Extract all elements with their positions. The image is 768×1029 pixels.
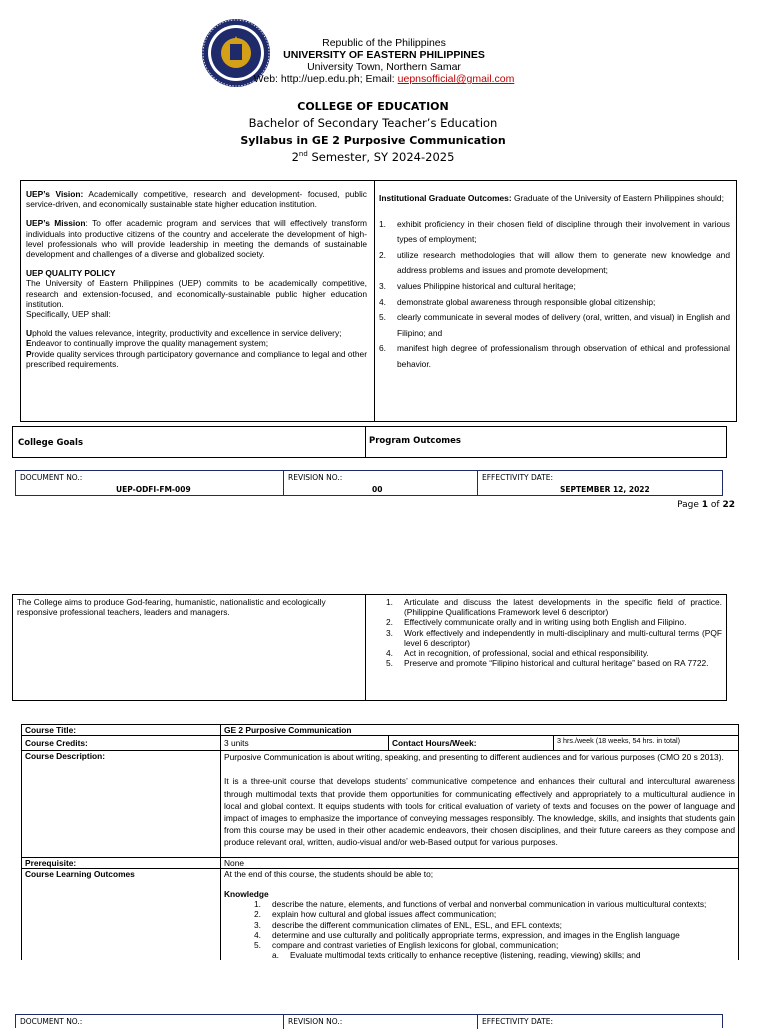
page-number	[677, 500, 735, 510]
table-row	[22, 736, 739, 751]
igo-item	[379, 310, 730, 341]
mission-text: : To offer academic program and services that will effectively transform individuals into productive citizens of the country and accelerate the development of high-level professionals who will provide leadership in meeting the demands of sustainable development and challenges of a diverse and globalized society.	[26, 218, 367, 260]
page-current: 1	[701, 500, 709, 510]
quality-item	[26, 349, 367, 369]
contact-hours-label: Contact Hours/Week:	[389, 736, 554, 751]
semester-rest: Semester, SY 2024-2025	[307, 150, 455, 164]
igo-item-text: demonstrate global awareness through responsible global citizenship;	[397, 296, 656, 307]
page-total: 22	[722, 500, 735, 510]
igo-item	[379, 217, 730, 248]
header-university: UNIVERSITY OF EASTERN PHILIPPINES	[283, 49, 485, 61]
quality-item-initial: E	[26, 338, 32, 349]
course-credits-label: Course Credits:	[22, 736, 221, 751]
doc-no-label: DOCUMENT NO.:	[20, 473, 83, 482]
quality-block	[26, 268, 367, 319]
igo-item-num: 4.	[379, 296, 386, 307]
prerequisite-label: Prerequisite:	[22, 857, 221, 868]
vision-label: UEP’s Vision:	[26, 189, 84, 199]
quality-text: The University of Eastern Philippines (UEP) commits to be academically competitive, research and extension-focused, and economically-sustainable public higher education institution.	[26, 278, 367, 309]
knowledge-item-text: explain how cultural and global issues affect communication;	[272, 909, 497, 920]
program-outcomes-list	[386, 597, 722, 668]
knowledge-label: Knowledge	[224, 889, 269, 900]
igo-list	[379, 217, 730, 373]
knowledge-item	[254, 909, 735, 919]
header-web	[0, 73, 768, 85]
table-row	[22, 751, 739, 857]
effectivity-value: SEPTEMBER 12, 2022	[560, 485, 650, 494]
quality-item-text: rovide quality services through participatory governance and compliance to legal and other prescribed requirements.	[26, 348, 367, 369]
knowledge-item	[254, 899, 735, 909]
program-outcome-item	[386, 617, 722, 627]
program-title: Bachelor of Secondary Teacher’s Education	[248, 116, 498, 130]
program-outcome-text: Preserve and promote “Filipino historical and cultural heritage” based on RA 7722.	[404, 658, 709, 669]
knowledge-item	[254, 940, 735, 950]
header-address: University Town, Northern Samar	[307, 61, 461, 73]
igo-text: Graduate of the University of Eastern Philippines should;	[511, 193, 724, 203]
effectivity-cell-2	[478, 1015, 722, 1029]
page-prefix: Page	[677, 500, 702, 510]
program-outcome-num: 3.	[386, 627, 393, 638]
quality-specifically: Specifically, UEP shall:	[26, 309, 111, 320]
clo-intro: At the end of this course, the students should be able to;	[224, 868, 434, 879]
igo-item	[379, 295, 730, 311]
igo-label: Institutional Graduate Outcomes:	[379, 193, 512, 203]
program-outcome-num: 1.	[386, 597, 393, 607]
contact-hours-value: 3 hrs./week (18 weeks, 54 hrs. in total)	[554, 736, 739, 751]
program-outcome-text: Articulate and discuss the latest developments in the specific field of practice. (Philippine Qualifications Framework level 6 descriptor)	[404, 597, 722, 618]
program-outcomes-label: Program Outcomes	[369, 436, 461, 446]
course-description-p2: It is a three-unit course that develops students’ communicative competence and enhances their cultural and intercultural awareness through multimodal texts that provide them opportunities for communicating effectively and appropriately to a multicultural audience in local and global context. It equips students with tools for critical evaluation of variety of texts and focuses on the power of language and impact of images to emphasize the importance of conveying messages responsibly. The knowledge, skills, and insights that students gain from this course may be used in their other academic endeavors, their chosen disciplines, and their future careers as they compose and produce relevant oral, written, audio-visual and/or web-Based output for various purposes.	[224, 776, 735, 848]
igo-item-text: exhibit proficiency in their chosen field of discipline through their involvement in various types of employment;	[397, 218, 730, 245]
program-outcome-item	[386, 628, 722, 648]
knowledge-sub-item-text: Evaluate multimodal texts critically to enhance receptive (listening, reading, viewing) skills; and	[290, 950, 641, 961]
knowledge-item-num: 4.	[254, 929, 261, 940]
table-row	[22, 725, 739, 736]
knowledge-sub-item	[224, 950, 735, 960]
course-description-p1: Purposive Communication is about writing, speaking, and presenting to different audiences and for various purposes (CMO 20 s 2013).	[224, 752, 724, 763]
course-credits-value: 3 units	[221, 736, 389, 751]
program-outcome-item	[386, 648, 722, 658]
program-outcome-num: 5.	[386, 658, 393, 669]
effectivity-cell	[478, 471, 722, 495]
igo-cell	[374, 180, 737, 422]
igo-item-num: 1.	[379, 218, 386, 229]
igo-item	[379, 341, 730, 372]
header-web-prefix: Web: http://uep.edu.ph; Email:	[253, 73, 398, 85]
knowledge-item-num: 1.	[254, 899, 261, 910]
document-control-bar	[15, 470, 723, 496]
quality-item-initial: P	[26, 348, 32, 359]
mission-label: UEP’s Mission	[26, 218, 86, 229]
document-control-bar-2	[15, 1014, 723, 1028]
clo-label: Course Learning Outcomes	[22, 868, 221, 960]
vision-text: Academically competitive, research and development- focused, public service-driven, and economically sustainable state higher education institution.	[26, 189, 367, 210]
program-outcome-text: Act in recognition, of professional, social and ethical responsibility.	[404, 648, 649, 659]
doc-no-label-2: DOCUMENT NO.:	[20, 1017, 83, 1026]
college-goals-label: College Goals	[18, 438, 84, 448]
doc-no-cell	[16, 471, 284, 495]
mission-block	[26, 218, 367, 259]
program-outcome-item	[386, 597, 722, 617]
program-outcome-num: 4.	[386, 648, 393, 659]
igo-item-text: clearly communicate in several modes of delivery (oral, written, and visual) in English and Filipino; and	[397, 312, 730, 338]
igo-item-num: 5.	[379, 312, 386, 323]
quality-item-initial: U	[26, 328, 33, 339]
effectivity-label-2: EFFECTIVITY DATE:	[482, 1017, 554, 1026]
knowledge-item-text: describe the nature, elements, and functions of verbal and nonverbal communication in various multicultural contexts;	[272, 899, 707, 910]
table-row	[22, 868, 739, 960]
college-title: COLLEGE OF EDUCATION	[297, 100, 449, 113]
college-goal-cell	[12, 594, 366, 701]
course-description-cell	[221, 751, 739, 857]
quality-item	[26, 328, 367, 338]
igo-item-text: manifest high degree of professionalism through observation of ethical and professional behavior.	[397, 343, 730, 369]
clo-cell	[221, 868, 739, 960]
program-outcome-text: Work effectively and independently in multi-disciplinary and multi-cultural terms (PQF level 6 descriptor)	[404, 627, 722, 648]
quality-label: UEP QUALITY POLICY	[26, 268, 116, 279]
revision-label-2: REVISION NO.:	[288, 1017, 343, 1026]
doc-no-value: UEP-ODFI-FM-009	[116, 485, 191, 494]
program-outcome-num: 2.	[386, 617, 393, 628]
program-outcomes-cell	[365, 594, 727, 701]
igo-item-num: 2.	[379, 249, 386, 260]
course-title-value: GE 2 Purposive Communication	[221, 725, 739, 736]
course-description-label: Course Description:	[22, 751, 221, 857]
table-row	[22, 857, 739, 868]
program-outcomes-header	[365, 426, 727, 458]
knowledge-item	[254, 930, 735, 940]
knowledge-item-num: 3.	[254, 919, 261, 930]
igo-item-num: 6.	[379, 343, 386, 354]
course-title-label: Course Title:	[22, 725, 221, 736]
revision-cell-2	[284, 1015, 478, 1029]
knowledge-sub-item-num: a.	[272, 950, 279, 961]
program-outcome-text: Effectively communicate orally and in writing using both English and Filipino.	[404, 617, 687, 628]
quality-item-text: phold the values relevance, integrity, productivity and excellence in service delivery;	[32, 328, 342, 339]
knowledge-item-num: 5.	[254, 940, 261, 951]
college-goal-text: The College aims to produce God-fearing, humanistic, nationalistic and ecologically responsive professional teachers, leaders and managers.	[17, 597, 326, 618]
knowledge-item-text: compare and contrast varieties of English lexicons for global, communication;	[272, 940, 559, 951]
igo-item	[379, 279, 730, 295]
semester-sup: nd	[298, 150, 308, 159]
quality-item	[26, 338, 367, 348]
header-email-link[interactable]: uepnsofficial@gmail.com	[397, 73, 515, 85]
quality-items	[26, 328, 367, 369]
program-outcome-item	[386, 658, 722, 668]
revision-label: REVISION NO.:	[288, 473, 343, 482]
header-republic: Republic of the Philippines	[322, 37, 446, 49]
igo-item	[379, 248, 730, 279]
page-of: of	[708, 500, 723, 510]
semester-num: 2	[291, 150, 299, 164]
syllabus-title: Syllabus in GE 2 Purposive Communication	[240, 134, 506, 147]
college-goals-header	[12, 426, 366, 458]
vision-block	[26, 189, 367, 209]
quality-item-text: ndeavor to continually improve the quality management system;	[31, 338, 269, 349]
revision-cell	[284, 471, 478, 495]
semester-title	[0, 150, 746, 164]
igo-item-num: 3.	[379, 280, 386, 291]
doc-no-cell-2	[16, 1015, 284, 1029]
knowledge-item	[254, 920, 735, 930]
igo-item-text: values Philippine historical and cultural heritage;	[397, 280, 576, 291]
revision-value: 00	[372, 485, 383, 494]
knowledge-list	[254, 899, 735, 950]
igo-item-text: utilize research methodologies that will allow them to generate new knowledge and address problems and issues and promote development;	[397, 249, 730, 276]
knowledge-item-num: 2.	[254, 909, 261, 920]
effectivity-label: EFFECTIVITY DATE:	[482, 473, 554, 482]
prerequisite-value: None	[221, 857, 739, 868]
knowledge-item-text: describe the different communication climates of ENL, ESL, and EFL contexts;	[272, 919, 563, 930]
knowledge-item-text: determine and use culturally and politically appropriate terms, expression, and images in the English language	[272, 929, 680, 940]
igo-intro	[379, 191, 730, 207]
vmq-cell	[20, 180, 375, 422]
course-info-table	[21, 724, 739, 960]
